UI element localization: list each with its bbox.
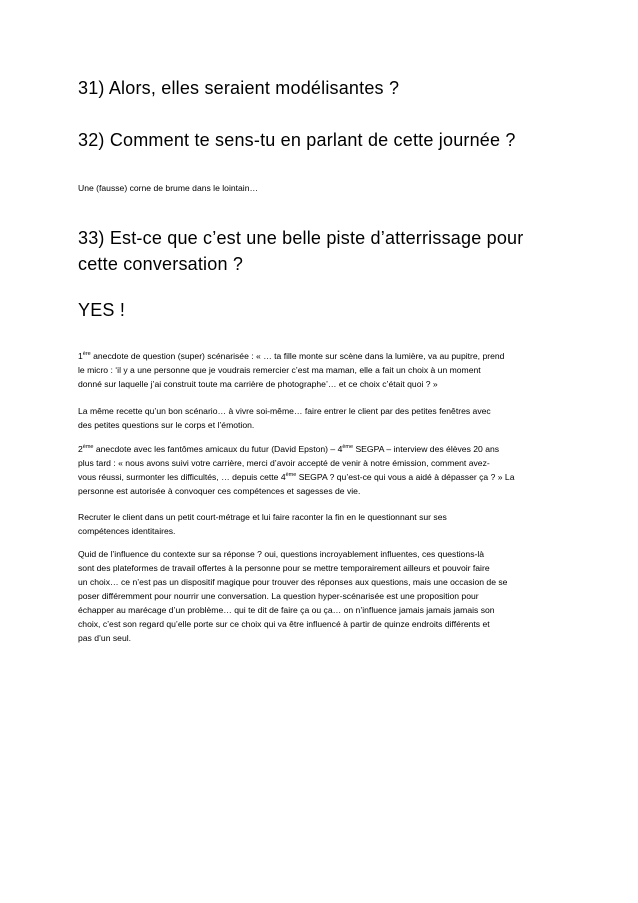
paragraph-line: donné sur laquelle j’ai construit toute ma carrière de photographe’… et ce choix c’était quoi ? »	[78, 379, 438, 389]
anecdote-1-paragraph	[78, 349, 568, 391]
question-33-line-1: 33) Est-ce que c’est une belle piste d’atterrissage pour	[78, 228, 524, 248]
paragraph-line	[78, 470, 568, 484]
ordinal-suffix: ère	[82, 351, 91, 357]
ordinal-suffix: ème	[82, 444, 94, 450]
line-text: SEGPA – interview des élèves 20 ans	[353, 444, 500, 454]
paragraph-line	[78, 442, 568, 456]
paragraph-line: compétences identitaires.	[78, 526, 176, 536]
paragraph-line: choix, c’est son regard qu’elle porte sur ce choix qui va être influencé à partir de quinze endroits différents et	[78, 619, 490, 629]
ordinal-number: 2	[78, 444, 83, 454]
paragraph-line: personne est autorisée à convoquer ces compétences et sagesses de vie.	[78, 486, 361, 496]
question-32-heading: 32) Comment te sens-tu en parlant de cette journée ?	[78, 130, 516, 150]
paragraph-line: plus tard : « nous avons suivi votre carrière, merci d’avoir accepté de venir à notre émission, comment avez-	[78, 458, 490, 468]
ordinal-number: 1	[78, 351, 83, 361]
line-text: vous réussi, surmonter les difficultés, … depuis cette 4	[78, 472, 286, 482]
question-31-heading: 31) Alors, elles seraient modélisantes ?	[78, 78, 400, 98]
recipe-paragraph	[78, 404, 568, 432]
ordinal-suffix: ème	[285, 472, 297, 478]
paragraph-line: Quid de l’influence du contexte sur sa réponse ? oui, questions incroyablement influentes, ces questions-là	[78, 549, 485, 559]
question-32-note: Une (fausse) corne de brume dans le lointain…	[78, 183, 259, 193]
paragraph-line: échapper au marécage d’un problème… qui te dit de faire ça ou ça… on n’influence jamais jamais jamais son	[78, 605, 495, 615]
paragraph-line: pas d’un seul.	[78, 633, 132, 643]
anecdote-2-paragraph	[78, 442, 568, 498]
paragraph-line	[78, 349, 568, 363]
paragraph-line: des petites questions sur le corps et l’émotion.	[78, 420, 255, 430]
line-text: SEGPA ? qu’est-ce qui vous a aidé à dépasser ça ? » La	[296, 472, 515, 482]
paragraph-line: La même recette qu’un bon scénario… à vivre soi-même… faire entrer le client par des petites fenêtres avec	[78, 406, 491, 416]
question-33-line-2: cette conversation ?	[78, 254, 244, 274]
ordinal-suffix: ème	[342, 444, 354, 450]
paragraph-line: poser différemment pour nourrir une conversation. La question hyper-scénarisée est une proposition pour	[78, 591, 479, 601]
paragraph-line: un choix… ce n’est pas un dispositif magique pour trouver des réponses aux questions, mais une occasion de se	[78, 577, 508, 587]
question-33-heading	[78, 225, 578, 277]
paragraph-line: Recruter le client dans un petit court-métrage et lui faire raconter la fin en le questionnant sur ses	[78, 512, 447, 522]
context-influence-paragraph	[78, 547, 568, 645]
paragraph-line: le micro : ‘il y a une personne que je voudrais remercier c’est ma maman, elle a fait un choix à un moment	[78, 365, 481, 375]
line-text: anecdote avec les fantômes amicaux du futur (David Epston) – 4	[93, 444, 343, 454]
paragraph-line: sont des plateformes de travail offertes à la personne pour se mettre temporairement ailleurs et pouvoir faire	[78, 563, 490, 573]
yes-heading: YES !	[78, 300, 126, 320]
recruit-paragraph	[78, 510, 568, 538]
line-text: anecdote de question (super) scénarisée : « … ta fille monte sur scène dans la lumière, va au pupitre, prend	[90, 351, 505, 361]
